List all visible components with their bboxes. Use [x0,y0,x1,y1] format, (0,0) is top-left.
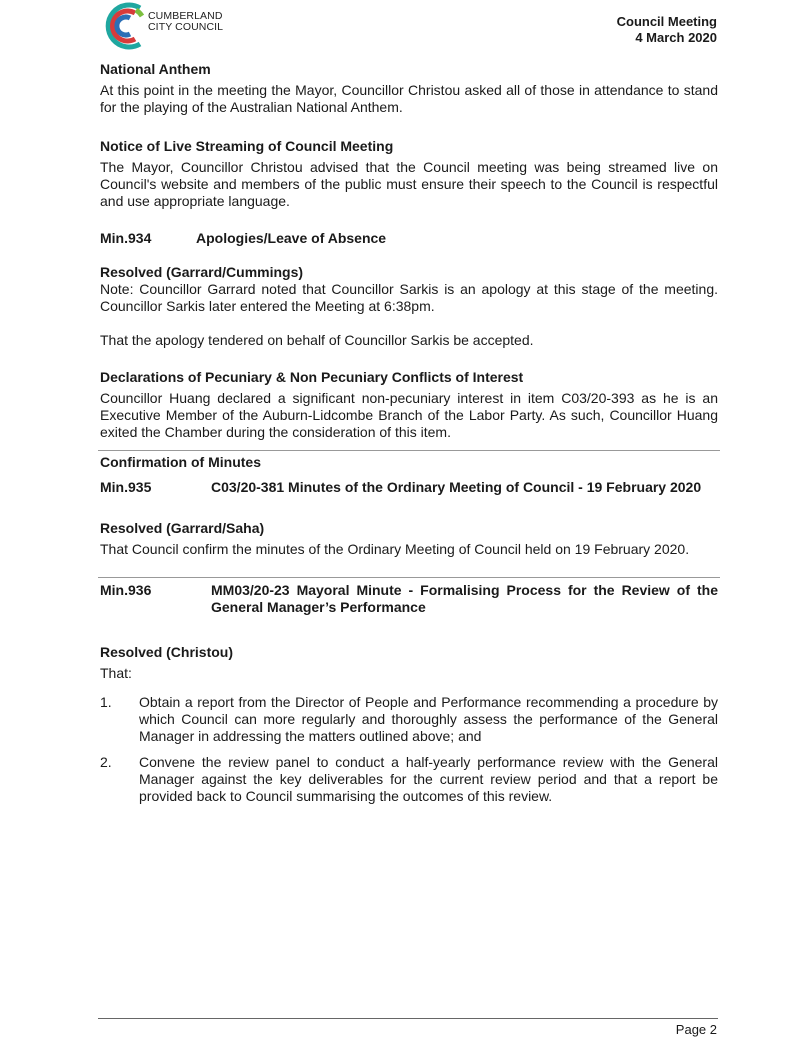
declarations-heading: Declarations of Pecuniary & Non Pecuniary Conflicts of Interest [100,369,524,385]
meeting-date: 4 March 2020 [635,30,717,45]
min934-title: Apologies/Leave of Absence [196,230,387,246]
list-item [100,694,718,745]
min936-that: That: [100,665,132,681]
min935-resolved: Resolved (Garrard/Saha) [100,520,265,536]
min935-heading [100,479,718,496]
min936-resolved: Resolved (Christou) [100,644,234,660]
logo-line-1: CUMBERLAND [148,10,223,22]
list-item-number: 1. [100,694,112,710]
meeting-title: Council Meeting [616,14,717,29]
council-logo-mark [100,0,148,52]
council-logo [100,0,260,52]
footer-divider [98,1018,718,1019]
min935-number: Min.935 [100,479,152,495]
list-item-number: 2. [100,754,112,770]
min934-heading [100,230,718,247]
min935-resolution: That Council confirm the minutes of the Ordinary Meeting of Council held on 19 February 2020. [100,541,690,557]
min936-number: Min.936 [100,582,152,598]
confirmation-heading: Confirmation of Minutes [100,454,261,470]
list-item-text: Convene the review panel to conduct a half-yearly performance review with the General Manager against the key deliverables for the current review period and that a report be provided back to Council summarising the outcomes of this review. [139,754,718,804]
logo-line-2: CITY COUNCIL [148,21,224,33]
section-divider [98,577,720,578]
anthem-heading: National Anthem [100,61,211,77]
list-item-text: Obtain a report from the Director of People and Performance recommending a procedure by which Council can more regularly and thoroughly assess the performance of the General Manager in addressing the matters outlined above; and [139,694,718,744]
page-number: Page 2 [675,1022,717,1037]
streaming-heading: Notice of Live Streaming of Council Meeting [100,138,394,154]
min935-title: C03/20-381 Minutes of the Ordinary Meeting of Council - 19 February 2020 [211,479,702,495]
meeting-header [617,14,717,46]
min934-note: Note: Councillor Garrard noted that Councillor Sarkis is an apology at this stage of the meeting. Councillor Sarkis later entered the Meeting at 6:38pm. [100,281,718,314]
list-item [100,754,718,805]
anthem-body: At this point in the meeting the Mayor, Councillor Christou asked all of those in attendance to stand for the playing of the Australian National Anthem. [100,82,718,115]
minutes-content [100,61,718,814]
min936-heading [100,582,718,616]
council-logo-text [148,11,223,33]
min934-resolved: Resolved (Garrard/Cummings) [100,264,304,280]
min936-title: MM03/20-23 Mayoral Minute - Formalising Process for the Review of the General Manager’s Performance [211,582,718,615]
min934-number: Min.934 [100,230,152,246]
streaming-body: The Mayor, Councillor Christou advised that the Council meeting was being streamed live on Council's website and members of the public must ensure their speech to the Council is respectful and use appropriate language. [100,159,718,209]
section-divider [98,450,720,451]
declarations-body: Councillor Huang declared a significant non-pecuniary interest in item C03/20-393 as he is an Executive Member of the Auburn-Lidcombe Branch of the Labor Party. As such, Councillor Huang exited the Chamber during the consideration of this item. [100,390,718,440]
min934-resolution: That the apology tendered on behalf of Councillor Sarkis be accepted. [100,332,534,348]
resolution-list [100,694,718,805]
